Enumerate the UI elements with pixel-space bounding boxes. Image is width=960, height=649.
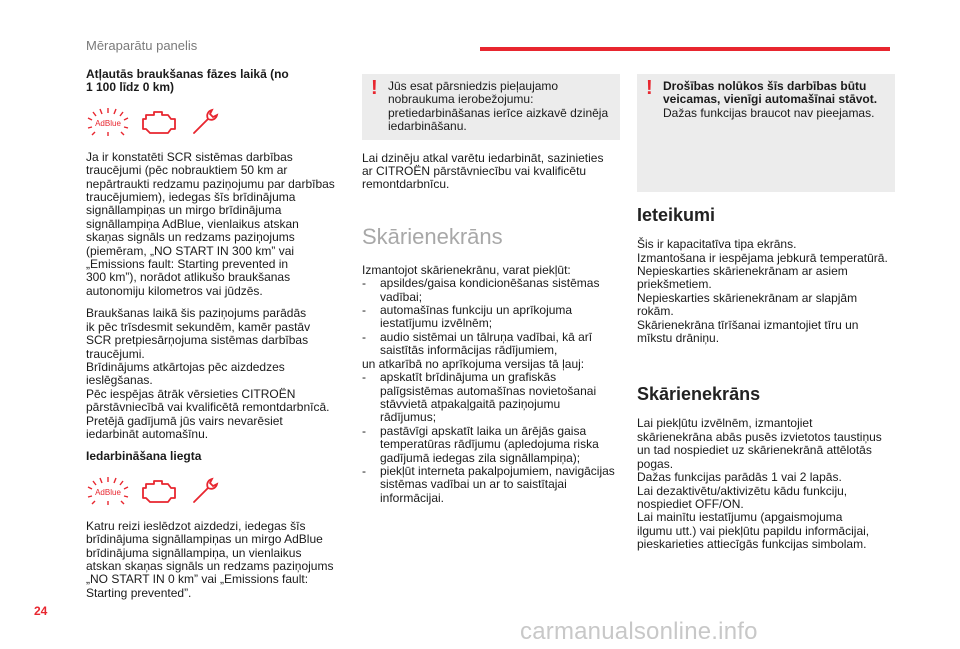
touchscreen-text: Lai piekļūtu izvēlnēm, izmantojiet skārienekrāna abās pusēs izvietotos taustiņus un tad nospiediet uz skārienekrānā attēlotās pogas. Dažas funkcijas parādās 1 vai 2 lapās. Lai dezaktivētu/aktivizētu kādu funkciju, nospiediet OFF/ON. Lai mainītu iestatījumu (apgaismojuma ilgumu utt.) vai piekļūtu papildu informācijai, pieskarieties attiecīgās funkcijas simbolam. bbox=[637, 416, 882, 552]
exclamation-icon: ! bbox=[646, 77, 653, 99]
warning-icons-row-1 bbox=[86, 105, 346, 139]
svg-text:AdBlue: AdBlue bbox=[95, 118, 121, 128]
mileage-warning-box bbox=[362, 74, 620, 140]
restart-paragraph: Lai dzinēju atkal varētu iedarbināt, sazinieties ar CITROËN pārstāvniecību vai kvalificētu remontdarbnīcu. bbox=[362, 150, 604, 192]
version-list bbox=[362, 371, 620, 505]
safety-warning-bold: Drošības nolūkos šīs darbības būtu veicamas, vienīgi automašīnai stāvot. bbox=[663, 79, 878, 107]
list-item: - apskatīt brīdinājuma un grafiskās palīgsistēmas automašīnas novietošanai stāvvietā atpakaļgaitā paziņojumu rādījumus; bbox=[362, 371, 620, 425]
list-item: - apsildes/gaisa kondicionēšanas sistēmas vadībai; bbox=[362, 277, 620, 304]
touchscreen-section-title: Skārienekrāns bbox=[362, 223, 503, 249]
start-prevented-heading: Iedarbināšana liegta bbox=[86, 449, 202, 464]
column-middle bbox=[362, 74, 620, 505]
touchscreen-title: Skārienekrāns bbox=[637, 384, 761, 405]
driving-message-paragraph: Braukšanas laikā šis paziņojums parādās ik pēc trīsdesmit sekundēm, kamēr pastāv SCR pretpiesārņojuma sistēmas darbības traucējumi. Brīdinājums atkārtojas pēc aizdedzes ieslēgšanas. Pēc iespējas ātrāk vērsieties CITROËN pārstāvniecībā vai kvalificētā remontdarbnīcā. Pretējā gadījumā jūs vairs nevarēsiet iedarbināt automašīnu. bbox=[86, 306, 330, 441]
warning-icons-row-2 bbox=[86, 474, 346, 508]
version-intro: un atkarībā no aprīkojuma versijas tā ļauj: bbox=[362, 356, 585, 371]
header-accent-bar bbox=[480, 47, 890, 51]
column-right bbox=[637, 74, 895, 561]
tips-title: Ieteikumi bbox=[637, 205, 716, 226]
scr-fault-paragraph: Ja ir konstatēti SCR sistēmas darbības traucējumi (pēc nobrauktiem 50 km ar nepārtraukti redzamu paziņojumu par darbības traucējumiem), iedegas šīs brīdinājuma signāllampiņas un mirgo brīdinājuma signāllampiņa AdBlue, vienlaikus atskan skaņas signāls un redzams paziņojums (piemēram, „NO START IN 300 km” vai „Emissions fault: Starting prevented in 300 km”), norādot atlikušo braukšanas autonomiju kilometros vai jūdzēs. bbox=[86, 149, 335, 298]
exclamation-icon: ! bbox=[371, 77, 378, 99]
list-item: - audio sistēmai un tālruņa vadībai, kā arī saistītās informācijas rādījumiem, bbox=[362, 331, 620, 358]
wrench-icon bbox=[190, 107, 220, 137]
engine-warning-icon bbox=[140, 107, 180, 137]
wrench-icon bbox=[190, 476, 220, 506]
column-left bbox=[86, 68, 346, 609]
adblue-warning-icon bbox=[86, 475, 130, 507]
svg-text:AdBlue: AdBlue bbox=[95, 487, 121, 497]
touchscreen-intro: Izmantojot skārienekrānu, varat piekļūt: bbox=[362, 262, 571, 277]
list-item: - automašīnas funkciju un aprīkojuma iestatījumu izvēlnēm; bbox=[362, 304, 620, 331]
engine-warning-icon bbox=[140, 476, 180, 506]
access-list bbox=[362, 277, 620, 357]
tips-text: Šis ir kapacitatīva tipa ekrāns. Izmantošana ir iespējama jebkurā temperatūrā. Nepieskarties skārienekrānam ar asiem priekšmetiem. Nepieskarties skārienekrānam ar slapjām rokām. Skārienekrāna tīrīšanai izmantojiet tīru un mīkstu drāniņu. bbox=[637, 237, 888, 346]
watermark: carmanualsonline.info bbox=[520, 618, 758, 645]
safety-warning-text: Dažas funkcijas braucot nav pieejamas. bbox=[663, 105, 875, 120]
safety-warning-box bbox=[637, 74, 895, 192]
adblue-warning-icon bbox=[86, 106, 130, 138]
phase-heading: Atļautās braukšanas fāzes laikā (no 1 100 līdz 0 km) bbox=[86, 67, 289, 95]
list-item: - piekļūt interneta pakalpojumiem, navigācijas sistēmas vadībai un ar to saistītajai informācijai. bbox=[362, 465, 620, 505]
header-title: Mēraparātu panelis bbox=[86, 38, 198, 53]
mileage-warning-text: Jūs esat pārsniedzis pieļaujamo nobraukuma ierobežojumu: pretiedarbināšanas ierīce aizkavē dzinēja iedarbināšanu. bbox=[388, 79, 609, 134]
list-item: - pastāvīgi apskatīt laika un ārējās gaisa temperatūras rādījumu (apledojuma riska gadījumā iedegas zila signāllampiņa); bbox=[362, 425, 620, 465]
page-number: 24 bbox=[34, 604, 48, 618]
no-start-paragraph: Katru reizi ieslēdzot aizdedzi, iedegas šīs brīdinājuma signāllampiņas un mirgo AdBlue brīdinājuma signāllampiņa, un vienlaikus atskan skaņas signāls un redzams paziņojums „NO START IN 0 km” vai „Emissions fault: Starting prevented”. bbox=[86, 518, 334, 600]
